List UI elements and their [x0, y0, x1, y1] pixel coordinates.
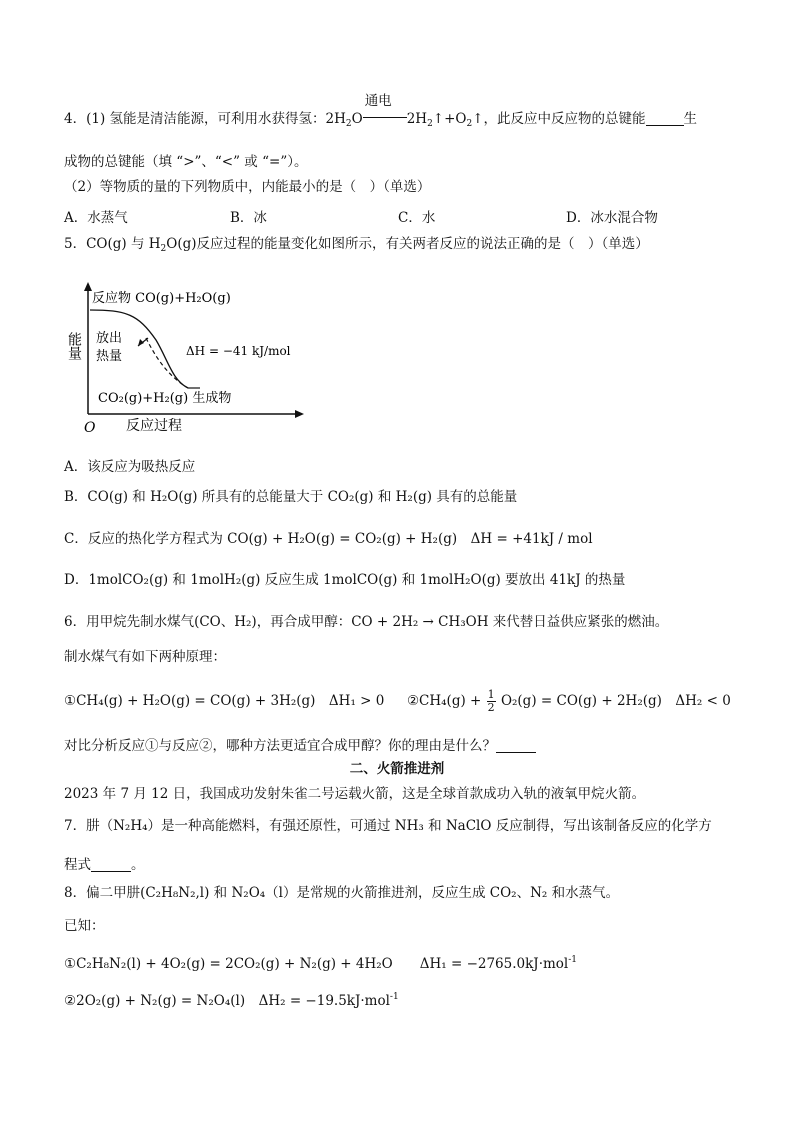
delta-h-label: ΔH = −41 kJ/mol — [186, 344, 291, 358]
q6-question: 对比分析反应①与反应②，哪种方法更适宜合成甲醇？你的理由是什么？ — [64, 738, 536, 754]
product-label: CO₂(g)+H₂(g) 生成物 — [98, 391, 232, 406]
answer-blank[interactable] — [646, 111, 684, 126]
q6-eq2-pre: ②CH₄(g) + — [406, 693, 482, 710]
answer-blank[interactable] — [496, 738, 536, 753]
q4-option-b: B．冰 — [230, 210, 267, 226]
q6-line1: 6．用甲烷先制水煤气(CO、H₂)，再合成甲醇：CO + 2H₂ → CH₃OH 来代替日益供应紧张的燃油。 — [64, 614, 669, 630]
q4-part2: （2）等物质的量的下列物质中，内能最小的是（ ）（单选） — [64, 179, 431, 195]
origin-label: O — [84, 420, 96, 436]
section-intro: 2023 年 7 月 12 日，我国成功发射朱雀二号运载火箭，这是全球首款成功入轨的液氧甲烷火箭。 — [64, 786, 646, 802]
q6-line2: 制水煤气有如下两种原理： — [64, 649, 226, 665]
reaction-condition-arrow — [363, 93, 407, 125]
q4-option-c: C．水 — [398, 210, 436, 226]
q7-line1: 7．肼（N₂H₄）是一种高能燃料，有强还原性，可通过 NH₃ 和 NaClO 反应制得，写出该制备反应的化学方 — [64, 818, 712, 834]
q8-eq1: ①C₂H₈N₂(l) + 4O₂(g) = 2CO₂(g) + N₂(g) + 4H₂O ΔH₁ = −2765.0kJ·mol$^{-1}$ — [64, 955, 578, 972]
q5-stem: 5．CO(g) 与 $H_2O(g)$反应过程的能量变化如图所示，有关两者反应的说法正确的是（ ）（单选） — [64, 236, 649, 254]
answer-blank[interactable] — [91, 857, 131, 872]
section-title: 二、火箭推进剂 — [349, 761, 445, 777]
q6-eq1: ①CH₄(g) + H₂O(g) = CO(g) + 3H₂(g) ΔH₁ > 0 — [64, 693, 385, 710]
q5-option-d: D．1molCO₂(g) 和 1molH₂(g) 反应生成 1molCO(g) 和 1molH₂O(g) 要放出 41kJ 的热量 — [64, 572, 626, 588]
release-label-2: 热量 — [96, 349, 123, 364]
q4-line1: 4．(1) 氢能是清洁能源，可利用水获得氢：$2H_2O$ 通电 $2H_2↑+O_2↑$，此反应中反应物的总键能 生 — [64, 93, 698, 129]
release-label-1: 放出 — [96, 331, 123, 346]
q5-option-c: C．反应的热化学方程式为 CO(g) + H₂O(g) = CO₂(g) + H₂(g) ΔH = +41kJ / mol — [64, 531, 593, 547]
y-axis-label: 能量 — [66, 332, 82, 360]
one-half-fraction: $\frac{1}{2}$ — [487, 688, 495, 715]
q5-option-a: A．该反应为吸热反应 — [64, 459, 196, 475]
q7-line2: 程式 。 — [64, 857, 145, 873]
y-axis-arrow — [84, 282, 92, 291]
x-axis-arrow — [295, 410, 304, 418]
q8-line1: 8．偏二甲肼(C₂H₈N₂,l) 和 N₂O₄（l）是常规的火箭推进剂，反应生成 CO₂、N₂ 和水蒸气。 — [64, 885, 620, 901]
energy-curve-dash — [146, 338, 188, 388]
energy-diagram — [66, 280, 306, 440]
q4-option-d: D．冰水混合物 — [566, 210, 658, 226]
q4-option-a: A．水蒸气 — [64, 210, 128, 226]
x-axis-label: 反应过程 — [126, 418, 182, 434]
q8-eq2: ②2O₂(g) + N₂(g) = N₂O₄(l) ΔH₂ = −19.5kJ·mol$^{-1}$ — [64, 992, 399, 1009]
q5-option-b: B．CO(g) 和 H₂O(g) 所具有的总能量大于 CO₂(g) 和 H₂(g) 具有的总能量 — [64, 489, 518, 505]
reaction-condition: 通电 — [364, 93, 392, 109]
reactant-label: 反应物 CO(g)+H₂O(g) — [92, 291, 231, 306]
q6-eq2-post: O₂(g) = CO(g) + 2H₂(g) ΔH₂ < 0 — [500, 693, 731, 710]
q6-equations — [64, 689, 731, 714]
q8-known: 已知： — [64, 918, 105, 934]
q4-line2: 成物的总键能（填 “>”、“<” 或 “=”）。 — [64, 154, 308, 170]
